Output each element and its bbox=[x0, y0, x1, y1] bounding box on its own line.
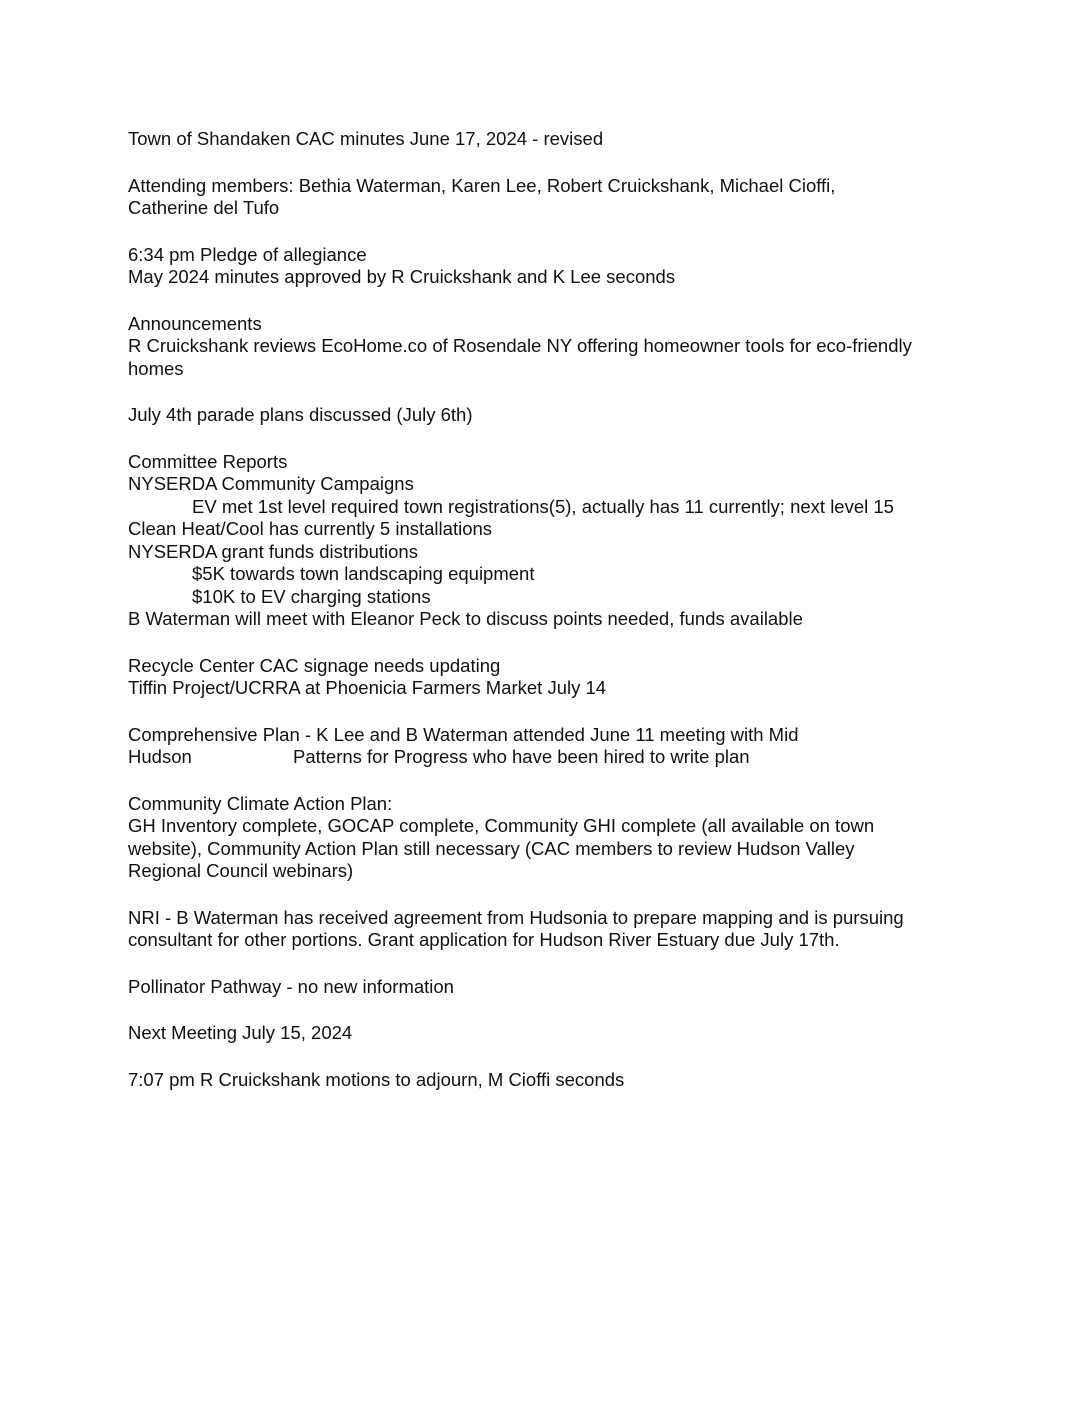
recycle-signage-item: Recycle Center CAC signage needs updating bbox=[128, 654, 501, 676]
comp-plan-line1: Comprehensive Plan - K Lee and B Waterman attended June 11 meeting with Mid bbox=[128, 723, 799, 745]
climate-plan-heading: Community Climate Action Plan: bbox=[128, 792, 393, 814]
nri-line1: NRI - B Waterman has received agreement from Hudsonia to prepare mapping and is pursuing bbox=[128, 906, 904, 928]
grant-distributions-item: NYSERDA grant funds distributions bbox=[128, 540, 418, 562]
climate-plan-line2: website), Community Action Plan still necessary (CAC members to review Hudson Valley bbox=[128, 837, 855, 859]
comp-plan-line2 bbox=[128, 746, 988, 769]
minutes-approved-item: May 2024 minutes approved by R Cruickshank and K Lee seconds bbox=[128, 266, 676, 287]
document-title: Town of Shandaken CAC minutes June 17, 2024 - revised bbox=[128, 128, 604, 149]
clean-heat-item: Clean Heat/Cool has currently 5 installations bbox=[128, 518, 493, 539]
committee-reports-heading: Committee Reports bbox=[128, 450, 288, 472]
grant-ev-item: $10K to EV charging stations bbox=[192, 585, 431, 607]
grant-landscaping-item: $5K towards town landscaping equipment bbox=[192, 563, 535, 584]
pollinator-item: Pollinator Pathway - no new information bbox=[128, 975, 454, 997]
attending-members-line1: Attending members: Bethia Waterman, Karen Lee, Robert Cruickshank, Michael Cioffi, bbox=[128, 174, 836, 196]
parade-item: July 4th parade plans discussed (July 6th) bbox=[128, 404, 473, 425]
tiffin-project-item: Tiffin Project/UCRRA at Phoenicia Farmers Market July 14 bbox=[128, 677, 607, 698]
attending-members-line2: Catherine del Tufo bbox=[128, 197, 280, 218]
comp-plan-line2-rest: Patterns for Progress who have been hired to write plan bbox=[293, 746, 750, 767]
adjourn-item: 7:07 pm R Cruickshank motions to adjourn, M Cioffi seconds bbox=[128, 1068, 625, 1090]
pledge-item: 6:34 pm Pledge of allegiance bbox=[128, 243, 367, 265]
next-meeting-item: Next Meeting July 15, 2024 bbox=[128, 1022, 353, 1043]
minutes-body bbox=[128, 128, 988, 1091]
nri-line2: consultant for other portions. Grant application for Hudson River Estuary due July 17th. bbox=[128, 929, 840, 950]
announcement-ecohome-line1: R Cruickshank reviews EcoHome.co of Rosendale NY offering homeowner tools for eco-friendly bbox=[128, 335, 912, 356]
announcement-ecohome-line2: homes bbox=[128, 357, 184, 379]
ev-registrations-item: EV met 1st level required town registrations(5), actually has 11 currently; next level 15 bbox=[192, 495, 894, 517]
comp-plan-line2-lead: Hudson bbox=[128, 746, 192, 767]
eleanor-meeting-item: B Waterman will meet with Eleanor Peck to discuss points needed, funds available bbox=[128, 608, 803, 629]
nyserda-campaigns-item: NYSERDA Community Campaigns bbox=[128, 473, 414, 494]
announcements-heading: Announcements bbox=[128, 312, 262, 334]
climate-plan-line1: GH Inventory complete, GOCAP complete, Community GHI complete (all available on town bbox=[128, 815, 875, 836]
climate-plan-line3: Regional Council webinars) bbox=[128, 860, 354, 881]
